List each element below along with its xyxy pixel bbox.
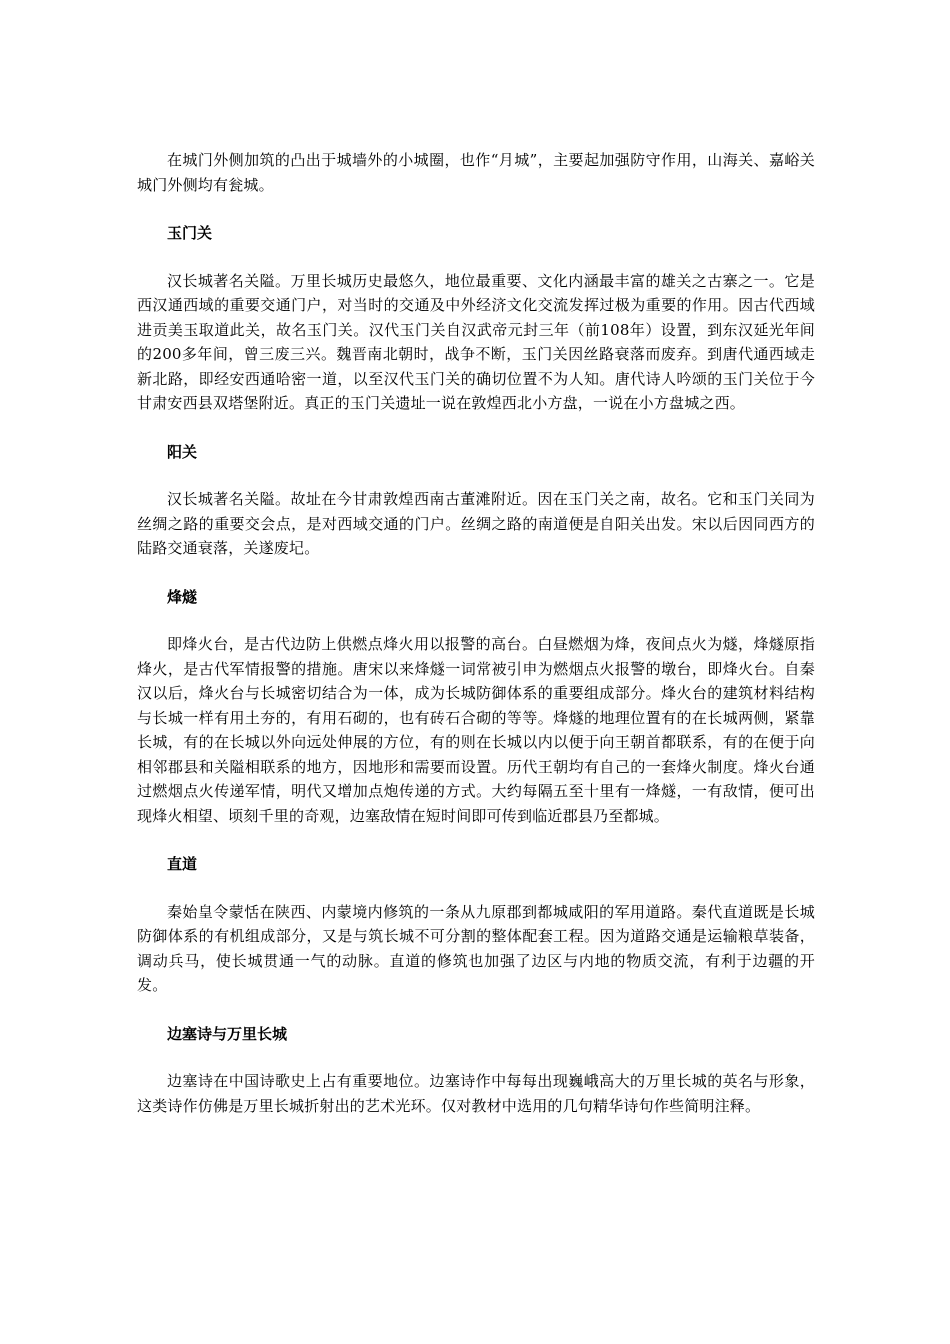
heading-biansaishi: 边塞诗与万里长城: [167, 1024, 288, 1043]
heading-yangguan: 阳关: [167, 442, 198, 461]
paragraph-zhidao: 秦始皇令蒙恬在陕西、内蒙境内修筑的一条从九原郡到都城咸阳的军用道路。秦代直道既是长城防御体系的有机组成部分，又是与筑长城不可分割的整体配套工程。因为道路交通是运输粮草装备，调动兵马，使长城贯通一气的动脉。直道的修筑也加强了边区与内地的物质交流，有利于边疆的开发。: [137, 902, 815, 994]
heading-zhidao: 直道: [167, 855, 198, 873]
heading-yumenguan: 玉门关: [167, 224, 213, 242]
paragraph-yumenguan: 汉长城著名关隘。万里长城历史最悠久，地位最重要、文化内涵最丰富的雄关之古寨之一。它是西汉通西域的重要交通门户，对当时的交通及中外经济文化交流发挥过极为重要的作用。因古代西域进贡美玉取道此关，故名玉门关。汉代玉门关自汉武帝元封三年（前108年）设置，到东汉延光年间的200多年间，曾三废三兴。魏晋南北朝时，战争不断，玉门关因丝路衰落而废弃。到唐代通西域走新北路，即经安西通哈密一道，以至汉代玉门关的确切位置不为人知。唐代诗人吟颂的玉门关位于今甘肃安西县双塔堡附近。真正的玉门关遗址一说在敦煌西北小方盘，一说在小方盘城之西。: [137, 271, 815, 412]
heading-fengsui: 烽燧: [167, 587, 198, 606]
paragraph-wengcheng: 在城门外侧加筑的凸出于城墙外的小城圈，也作“月城”，主要起加强防守作用，山海关、嘉峪关城门外侧均有瓮城。: [137, 151, 815, 194]
paragraph-yangguan: 汉长城著名关隘。故址在今甘肃敦煌西南古董滩附近。因在玉门关之南，故名。它和玉门关同为丝绸之路的重要交会点，是对西域交通的门户。丝绸之路的南道便是自阳关出发。宋以后因同西方的陆路交通衰落，关遂废圮。: [137, 490, 815, 557]
paragraph-biansaishi: 边塞诗在中国诗歌史上占有重要地位。边塞诗作中每每出现巍峨高大的万里长城的英名与形象，这类诗作仿佛是万里长城折射出的艺术光环。仅对教材中选用的几句精华诗句作些简明注释。: [137, 1072, 815, 1115]
document-page: [137, 148, 815, 1118]
paragraph-fengsui: 即烽火台，是古代边防上供燃点烽火用以报警的高台。白昼燃烟为烽，夜间点火为燧，烽燧原指烽火，是古代军情报警的措施。唐宋以来烽燧一词常被引申为燃烟点火报警的墩台，即烽火台。自秦汉以后，烽火台与长城密切结合为一体，成为长城防御体系的重要组成部分。烽火台的建筑材料结构与长城一样有用土夯的，有用石砌的，也有砖石合砌的等等。烽燧的地理位置有的在长城两侧，紧靠长城，有的在长城以外向远处伸展的方位，有的则在长城以内以便于向王朝首都联系，有的在便于向相邻郡县和关隘相联系的地方，因地形和需要而设置。历代王朝均有自己的一套烽火制度。烽火台通过燃烟点火传递军情，明代又增加点炮传递的方式。大约每隔五至十里有一烽燧，一有敌情，便可出现烽火相望、顷刻千里的奇观，边塞敌情在短时间即可传到临近郡县乃至都城。: [137, 635, 815, 825]
